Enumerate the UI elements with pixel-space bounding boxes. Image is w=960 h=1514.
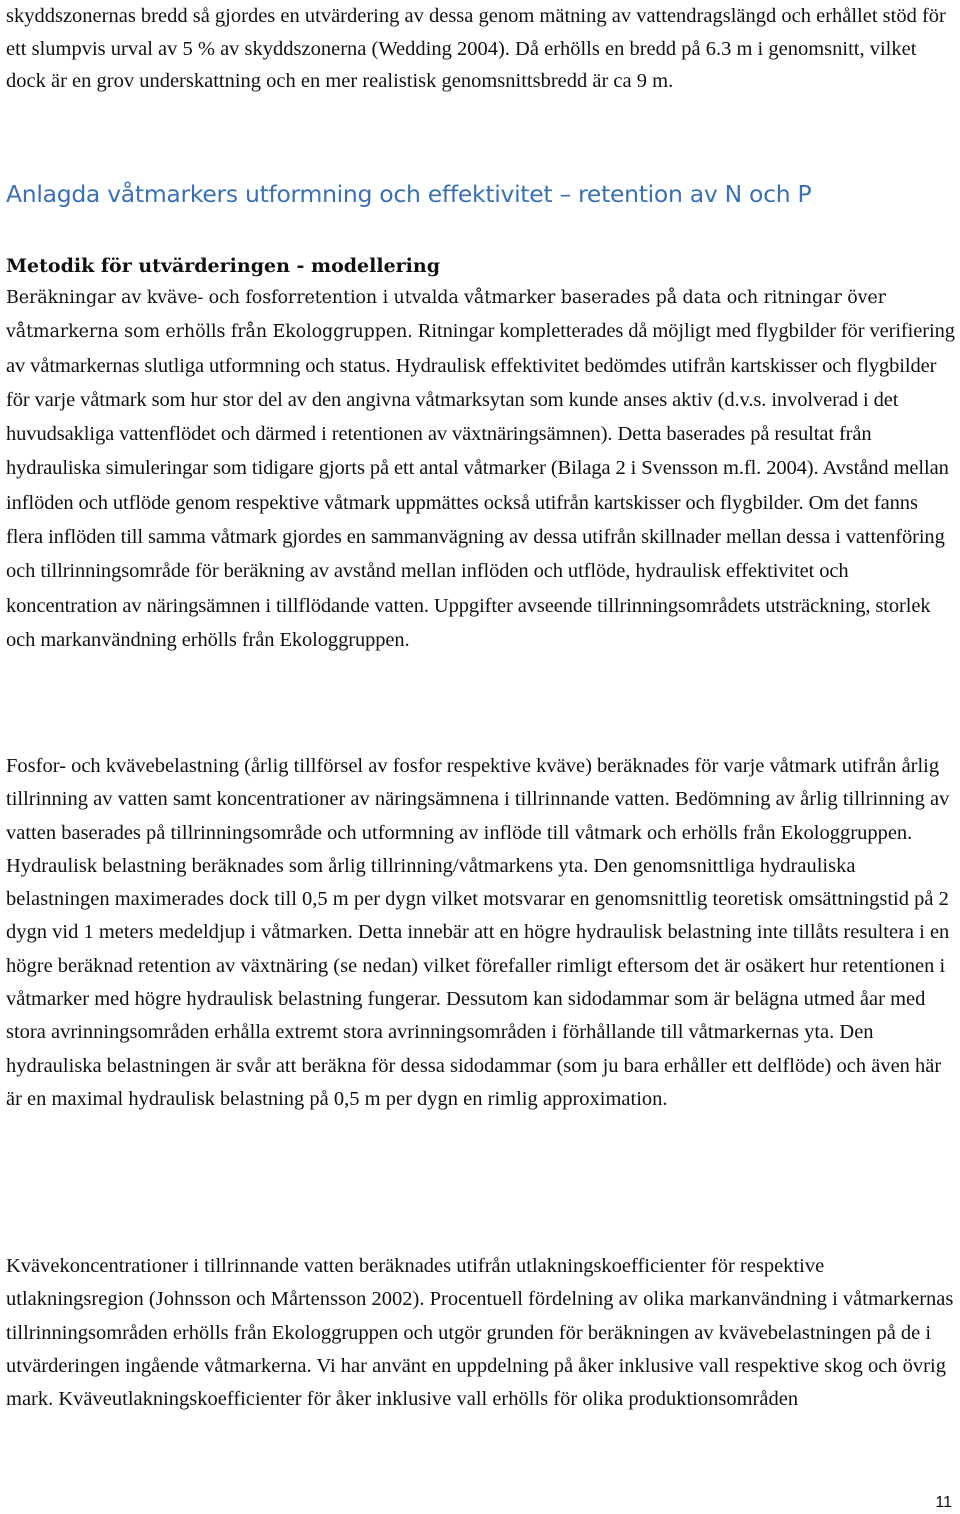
metodik-paragraph xyxy=(6,282,956,658)
kvave-paragraph: Kvävekoncentrationer i tillrinnande vatten beräknades utifrån utlakningskoefficienter för respektive utlakningsregion (Johnsson och Mårtensson 2002). Procentuell fördelning av olika markanvändning i våtmarkernas tillrinningsområden erhölls från Ekologgruppen och utgör grunden för beräkningen av kvävebelastningen på de i utvärderingen ingående våtmarkerna. Vi har använt en uppdelning på åker inklusive vall respektive skog och övrig mark. Kväveutlakningskoefficienter för åker inklusive vall erhölls för olika produktionsområden xyxy=(6,1255,954,1411)
metodik-text-first-sentence: Beräkningar av kväve- och fosforretention i utvalda våtmarker baserades på data och ritningar över våtmarkerna som erhölls från Ekologgruppen. xyxy=(6,288,886,343)
fosfor-paragraph: Fosfor- och kvävebelastning (årlig tillförsel av fosfor respektive kväve) beräknades för varje våtmark utifrån årlig tillrinning av vatten samt koncentrationer av näringsämnena i tillrinnande vatten. Bedömning av årlig tillrinning av vatten baserades på tillrinningsområde och utformning av inflöde till våtmark och erhölls från Ekologgruppen. Hydraulisk belastning beräknades som årlig tillrinning/våtmarkens yta. Den genomsnittliga hydrauliska belastningen maximerades dock till 0,5 m per dygn vilket motsvarar en genomsnittlig teoretisk omsättningstid på 2 dygn vid 1 meters medeldjup i våtmarken. Detta innebär att en högre hydraulisk belastning inte tillåts resultera i en högre beräknad retention av växtnäring (se nedan) vilket förefaller rimligt eftersom det är osäkert hur retentionen i våtmarker med högre hydraulisk belastning fungerar. Dessutom kan sidodammar som är belägna utmed åar med stora avrinningsområden erhålla extremt stora avrinningsområden i förhållande till våtmarkernas yta. Den hydrauliska belastningen är svår att beräkna för dessa sidodammar (som ju bara erhåller ett delflöde) och även här är en maximal hydraulisk belastning på 0,5 m per dygn en rimlig approximation. xyxy=(6,755,950,1110)
page-number: 11 xyxy=(935,1494,952,1511)
intro-paragraph: skyddszonernas bredd så gjordes en utvärdering av dessa genom mätning av vattendragslängd och erhållet stöd för ett slumpvis urval av 5 % av skyddszonerna (Wedding 2004). Då erhölls en bredd på 6.3 m i genomsnitt, vilket dock är en grov underskattning och en mer realistisk genomsnittsbredd är ca 9 m. xyxy=(6,5,946,92)
subsection-heading: Metodik för utvärderingen - modellering xyxy=(6,255,440,277)
section-heading: Anlagda våtmarkers utformning och effektivitet – retention av N och P xyxy=(6,180,812,208)
metodik-text-rest: Ritningar kompletterades då möjligt med flygbilder för verifiering av våtmarkernas slutliga utformning och status. Hydraulisk effektivitet bedömdes utifrån kartskisser och flygbilder för varje våtmark som hur stor del av den angivna våtmarksytan som kunde anses aktiv (d.v.s. involverad i det huvudsakliga vattenflödet och därmed i retentionen av växtnäringsämnen). Detta baserades på resultat från hydrauliska simuleringar som tidigare gjorts på ett antal våtmarker (Bilaga 2 i Svensson m.fl. 2004). Avstånd mellan inflöden och utflöde genom respektive våtmark uppmättes också utifrån kartskisser och flygbilder. Om det fanns flera inflöden till samma våtmark gjordes en sammanvägning av dessa utifrån skillnader mellan dessa i vattenföring och tillrinningsområde för beräkning av avstånd mellan inflöden och utflöde, hydraulisk effektivitet och koncentration av näringsämnen i tillflödande vatten. Uppgifter avseende tillrinningsområdets utsträckning, storlek och markanvändning erhölls från Ekologgruppen. xyxy=(6,320,955,651)
